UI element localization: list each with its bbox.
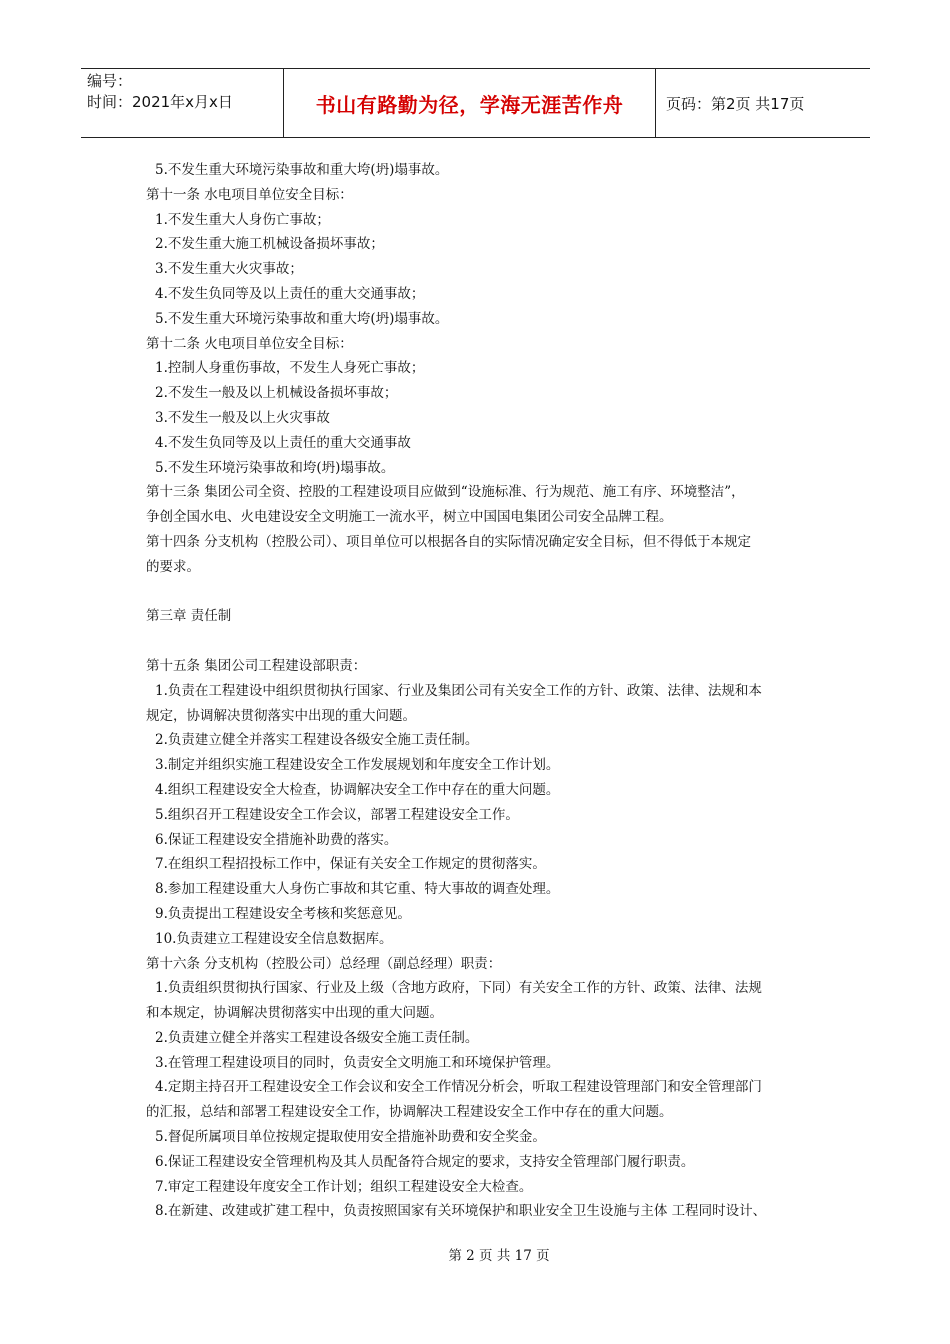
body-line: 7.审定工程建设年度安全工作计划；组织工程建设安全大检查。 <box>155 1178 533 1195</box>
blank-line <box>146 580 810 605</box>
body-line: 2.负责建立健全并落实工程建设各级安全施工责任制。 <box>155 732 479 749</box>
body-line: 2.负责建立健全并落实工程建设各级安全施工责任制。 <box>155 1029 479 1046</box>
body-line: 4.定期主持召开工程建设安全工作会议和安全工作情况分析会，听取工程建设管理部门和安全管理部门 <box>155 1079 762 1096</box>
body-line: 4.组织工程建设安全大检查，协调解决安全工作中存在的重大问题。 <box>155 781 560 798</box>
body-line: 6.保证工程建设安全管理机构及其人员配备符合规定的要求，支持安全管理部门履行职责。 <box>155 1153 695 1170</box>
article-heading: 第十六条 分支机构（控股公司）总经理（副总经理）职责： <box>146 955 502 972</box>
body-line: 4.不发生负同等及以上责任的重大交通事故 <box>155 434 411 451</box>
body-line: 1.负责在工程建设中组织贯彻执行国家、行业及集团公司有关安全工作的方针、政策、法律、法规和本 <box>155 682 762 699</box>
blank-line <box>146 629 810 654</box>
body-line: 1.负责组织贯彻执行国家、行业及上级（含地方政府，下同）有关安全工作的方针、政策、法律、法规 <box>155 980 762 997</box>
body-line: 9.负责提出工程建设安全考核和奖惩意见。 <box>155 905 411 922</box>
body-line: 5.组织召开工程建设安全工作会议，部署工程建设安全工作。 <box>155 806 519 823</box>
page-footer: 第 2 页 共 17 页 <box>448 1248 550 1264</box>
body-line: 8.在新建、改建或扩建工程中，负责按照国家有关环境保护和职业安全卫生设施与主体 工程同时设计、 <box>155 1203 767 1220</box>
article-heading: 第十四条 分支机构（控股公司）、项目单位可以根据各自的实际情况确定安全目标，但不得低于本规定 <box>146 533 752 550</box>
body-line: 7.在组织工程招投标工作中，保证有关安全工作规定的贯彻落实。 <box>155 856 546 873</box>
body-line: 5.不发生重大环境污染事故和重大垮(坍)塌事故。 <box>155 162 449 178</box>
body-line: 2.不发生重大施工机械设备损坏事故； <box>155 236 384 253</box>
body-line: 5.不发生重大环境污染事故和重大垮(坍)塌事故。 <box>155 310 449 327</box>
body-line: 争创全国水电、火电建设安全文明施工一流水平，树立中国国电集团公司安全品牌工程。 <box>146 509 673 526</box>
body-line: 的要求。 <box>146 558 200 575</box>
body-line: 4.不发生负同等及以上责任的重大交通事故； <box>155 285 425 302</box>
body-line: 5.不发生环境污染事故和垮(坍)塌事故。 <box>155 459 395 476</box>
header-page-code: 页码：第2页 共17页 <box>666 94 805 113</box>
body-line: 6.保证工程建设安全措施补助费的落实。 <box>155 831 398 848</box>
body-line: 的汇报，总结和部署工程建设安全工作，协调解决工程建设安全工作中存在的重大问题。 <box>146 1104 673 1121</box>
body-line: 规定，协调解决贯彻落实中出现的重大问题。 <box>146 707 416 724</box>
body-line: 3.在管理工程建设项目的同时，负责安全文明施工和环境保护管理。 <box>155 1054 560 1071</box>
header-meta <box>81 69 283 137</box>
document-time-label: 时间：2021年x月x日 <box>87 93 233 111</box>
body-line: 8.参加工程建设重大人身伤亡事故和其它重、特大事故的调查处理。 <box>155 881 560 898</box>
body-line: 3.不发生一般及以上火灾事故 <box>155 409 330 426</box>
body-line: 和本规定，协调解决贯彻落实中出现的重大问题。 <box>146 1005 443 1022</box>
page-header <box>81 68 870 138</box>
body-line: 1.不发生重大人身伤亡事故； <box>155 211 330 228</box>
article-heading: 第十五条 集团公司工程建设部职责： <box>146 657 367 674</box>
article-heading: 第十一条 水电项目单位安全目标： <box>146 186 353 203</box>
body-line: 3.不发生重大火灾事故； <box>155 261 303 278</box>
article-heading: 第十二条 火电项目单位安全目标： <box>146 335 353 352</box>
chapter-heading: 第三章 责任制 <box>146 608 232 625</box>
document-number-label: 编号： <box>87 72 133 90</box>
article-heading: 第十三条 集团公司全资、控股的工程建设项目应做到“设施标准、行为规范、施工有序、环境整洁”， <box>146 484 745 501</box>
header-motto: 书山有路勤为径，学海无涯苦作舟 <box>283 69 656 137</box>
body-line: 5.督促所属项目单位按规定提取使用安全措施补助费和安全奖金。 <box>155 1129 546 1146</box>
document-body <box>146 158 810 1224</box>
body-line: 10.负责建立工程建设安全信息数据库。 <box>155 930 393 947</box>
body-line: 2.不发生一般及以上机械设备损坏事故； <box>155 385 398 402</box>
body-line: 1.控制人身重伤事故，不发生人身死亡事故； <box>155 360 425 377</box>
body-line: 3.制定并组织实施工程建设安全工作发展规划和年度安全工作计划。 <box>155 757 560 774</box>
